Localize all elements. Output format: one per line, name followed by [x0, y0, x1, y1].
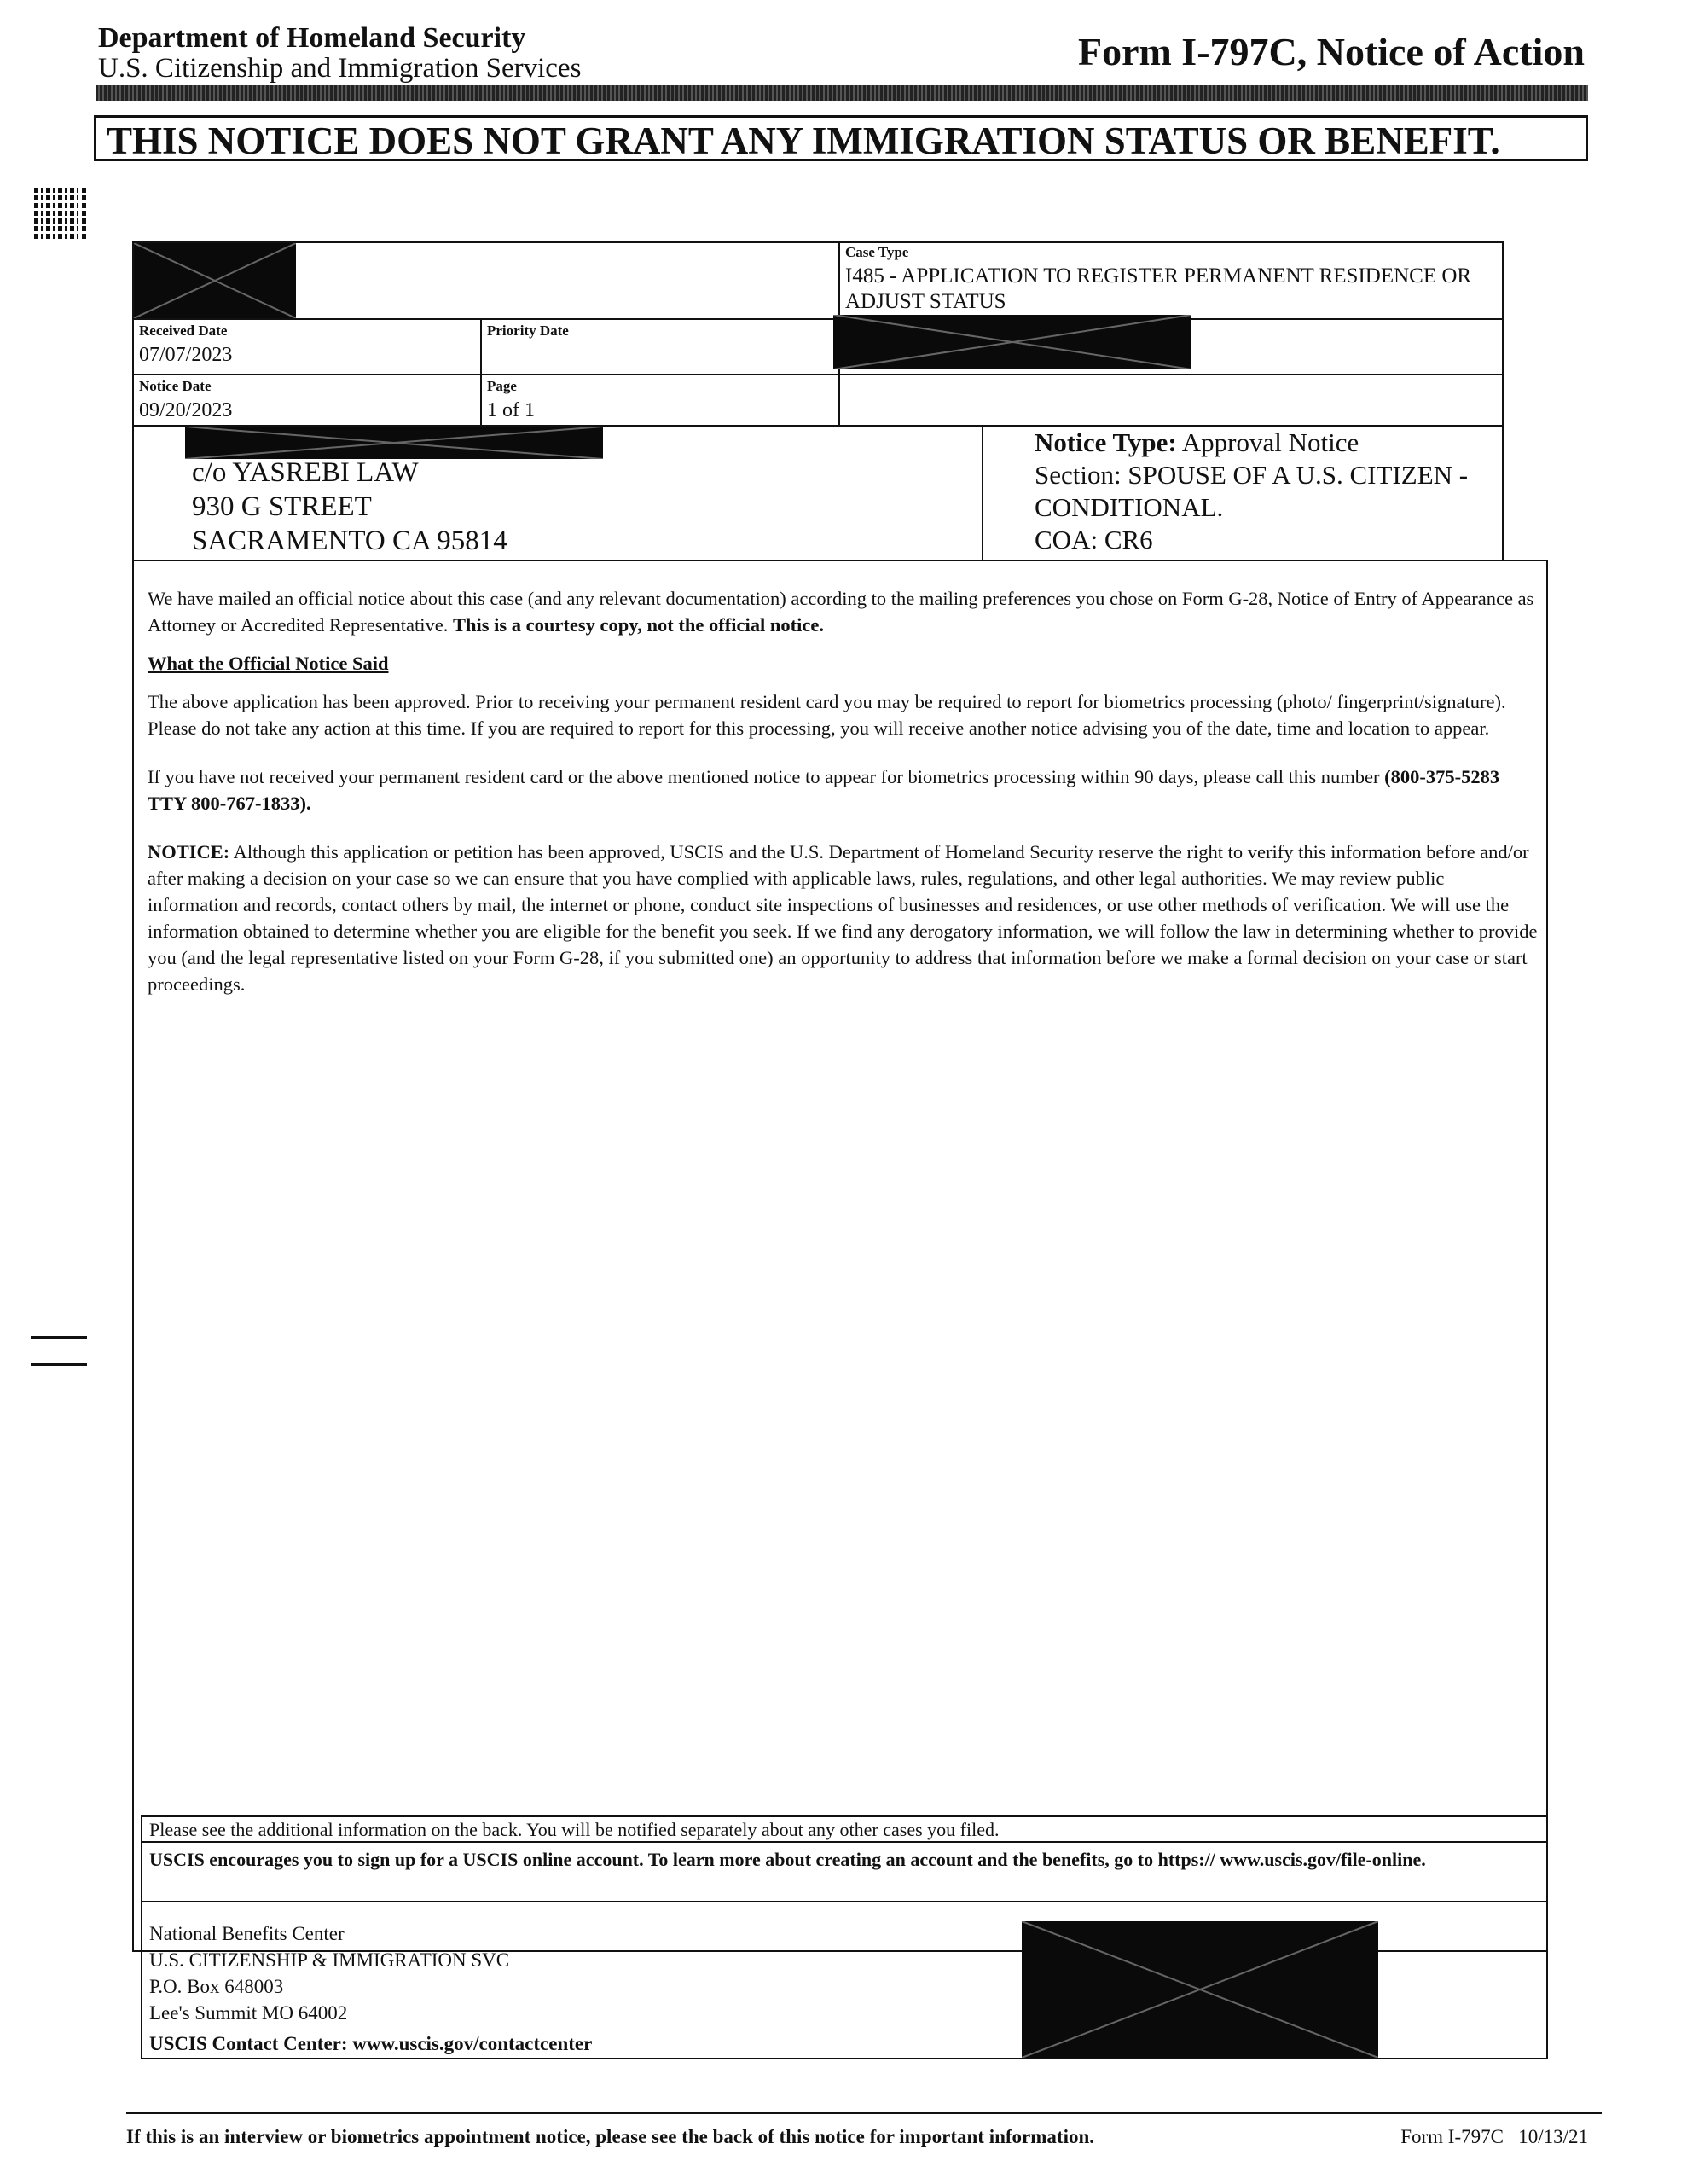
notice-type-block — [982, 425, 1504, 561]
online-account-text: USCIS encourages you to sign up for a USCIS online account. To learn more about creating an account and the benefits, go to https:// www.uscis.gov/file-online. — [149, 1849, 1426, 1870]
redacted-beneficiary — [833, 315, 1191, 369]
recipient-line-2: 930 G STREET — [192, 491, 372, 522]
office-line-1: National Benefits Center — [149, 1923, 345, 1944]
official-notice-heading-text: What the Official Notice Said — [148, 653, 389, 674]
notice-label: NOTICE: — [148, 841, 230, 863]
footer-rule — [126, 2112, 1602, 2114]
page-label: Page — [487, 378, 517, 394]
notice-type-value: Approval Notice — [1181, 427, 1359, 457]
paragraph-approval: The above application has been approved. Prior to receiving your permanent resident card you may be required to report for biometrics processing (photo/ fingerprint/signature). Please do not take any action at this time. If you are required to report for this processing, you will receive another notice advising you of the date, time and location to appear. — [148, 691, 1506, 739]
footer-note: If this is an interview or biometrics appointment notice, please see the back of this notice for important information. — [126, 2126, 1094, 2147]
footer-form-id: Form I-797C 10/13/21 — [1400, 2126, 1588, 2147]
notice-body — [148, 585, 1539, 1009]
agency-name: U.S. Citizenship and Immigration Services — [98, 53, 582, 84]
paragraph-notice — [148, 839, 1539, 997]
case-type-value: I485 - APPLICATION TO REGISTER PERMANENT RESIDENCE OR ADJUST STATUS — [845, 264, 1472, 313]
notice-type-label: Notice Type: — [1035, 427, 1177, 457]
recipient-line-1: c/o YASREBI LAW — [192, 457, 419, 488]
priority-date-cell — [480, 318, 840, 375]
paragraph-mailing-text: We have mailed an official notice about this case (and any relevant documentation) according to the mailing preferences you chose on Form G-28, Notice of Entry of Appearance as Attorney or Accredited Representative. — [148, 588, 1534, 636]
recipient-line-3: SACRAMENTO CA 95814 — [192, 526, 507, 556]
notice-section-line-1: Section: SPOUSE OF A U.S. CITIZEN - — [1035, 460, 1469, 490]
additional-info-text: Please see the additional information on the back. You will be notified separately about any other cases you filed. — [149, 1819, 1000, 1840]
redacted-barcode — [1022, 1921, 1378, 2058]
barcode-icon — [34, 186, 87, 239]
case-type-cell — [838, 241, 1504, 320]
office-line-4: Lee's Summit MO 64002 — [149, 2002, 348, 2024]
beneficiary-cell — [838, 318, 1504, 375]
notice-date-value: 09/20/2023 — [139, 399, 233, 421]
blank-cell — [838, 374, 1504, 427]
redacted-recipient-name — [185, 427, 603, 459]
redacted-receipt-number — [134, 243, 296, 318]
paragraph-biometrics — [148, 764, 1539, 816]
office-line-3: P.O. Box 648003 — [149, 1976, 284, 1997]
margin-mark-bottom — [31, 1363, 87, 1366]
paragraph-biometrics-text: If you have not received your permanent resident card or the above mentioned notice to appear for biometrics processing within 90 days, please call this number — [148, 766, 1385, 787]
additional-info-box — [141, 1815, 1548, 1843]
received-date-cell — [132, 318, 482, 375]
received-date-label: Received Date — [139, 322, 228, 339]
priority-date-label: Priority Date — [487, 322, 569, 339]
received-date-value: 07/07/2023 — [139, 344, 233, 366]
department-name: Department of Homeland Security — [98, 22, 526, 54]
phone-numbers: (800-375-5283 TTY 800-767-1833). — [148, 766, 1500, 814]
page-cell — [480, 374, 840, 427]
notice-section-line-2: CONDITIONAL. — [1035, 492, 1224, 522]
online-account-box — [141, 1841, 1548, 1902]
paragraph-notice-text: Although this application or petition has been approved, USCIS and the U.S. Department of Homeland Security reserve the right to verify this information before and/or after making a decision on your case so we can ensure that you have complied with applicable laws, rules, regulations, and other legal authorities. We may review public information and records, contact others by mail, the internet or phone, conduct site inspections of businesses and residences, or use other methods of verification. We will use the information obtained to determine whether you are eligible for the benefit you seek. If we find any derogatory information, we will follow the law in determining whether to provide you (and the legal representative listed on your Form G-28, if you submitted one) an opportunity to address that information before we make a formal decision on your case or start proceedings. — [148, 841, 1538, 995]
header-divider-bar — [96, 85, 1588, 101]
notice-type-line — [1035, 427, 1359, 459]
margin-mark-top — [31, 1336, 87, 1339]
case-type-label: Case Type — [845, 244, 909, 260]
official-notice-heading — [148, 650, 1539, 677]
receipt-number-cell — [132, 241, 840, 320]
office-line-2: U.S. CITIZENSHIP & IMMIGRATION SVC — [149, 1949, 510, 1971]
notice-date-cell — [132, 374, 482, 427]
form-title: Form I-797C, Notice of Action — [1077, 30, 1585, 73]
page-value: 1 of 1 — [487, 399, 535, 421]
notice-coa: COA: CR6 — [1035, 525, 1153, 555]
courtesy-copy-note: This is a courtesy copy, not the official notice. — [453, 614, 824, 636]
office-box — [141, 1901, 1548, 2059]
paragraph-mailing — [148, 585, 1539, 638]
notice-date-label: Notice Date — [139, 378, 212, 394]
contact-center-link[interactable]: USCIS Contact Center: www.uscis.gov/contactcenter — [149, 2033, 593, 2054]
recipient-block — [132, 425, 983, 561]
status-warning-banner: THIS NOTICE DOES NOT GRANT ANY IMMIGRATION STATUS OR BENEFIT. — [94, 115, 1588, 161]
